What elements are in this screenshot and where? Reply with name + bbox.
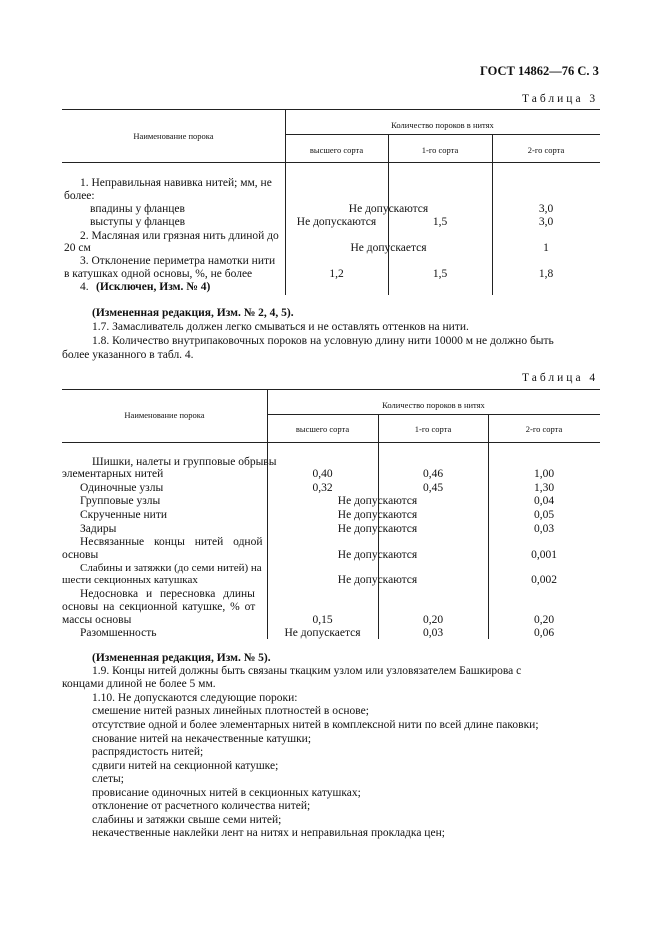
table4-cell: Не допускаются xyxy=(337,523,418,535)
table3-cell: Не допускается xyxy=(350,242,427,254)
table3-row-label: в катушках одной основы, %, не более xyxy=(64,268,253,280)
paragraph-1-9-cont: концами длиной не более 5 мм. xyxy=(62,678,216,690)
table4-cell: 0,001 xyxy=(531,549,557,561)
table3-row-label: 1. Неправильная навивка нитей; мм, не xyxy=(80,177,272,189)
table4-cell: 0,002 xyxy=(531,574,557,586)
table4-row-label: основы на секционной катушке, % от xyxy=(62,601,256,613)
table3-cell: 1,2 xyxy=(329,268,344,280)
table4-row-label: основы xyxy=(62,549,99,561)
table4-row-label: Скрученные нити xyxy=(80,509,167,521)
table3-cell: 1,5 xyxy=(432,216,448,228)
table4-row-label: Недосновка и пересновка длины xyxy=(80,588,255,600)
table4-row-label: Одиночные узлы xyxy=(80,482,164,494)
table4-row-label: массы основы xyxy=(62,614,132,626)
table4-cell: 0,32 xyxy=(312,482,333,494)
table4-cell: 1,30 xyxy=(533,482,555,494)
table4-row-label: Слабины и затяжки (до семи нитей) на xyxy=(80,562,262,574)
table3-cell: 3,0 xyxy=(538,216,554,228)
table4-cell: Не допускаются xyxy=(337,549,418,561)
table4-cell: 0,20 xyxy=(533,614,555,626)
table4-col-name: Наименование порока xyxy=(124,410,205,420)
table4-cell: 0,20 xyxy=(422,614,444,626)
list-item: провисание одиночных нитей в секционных катушках; xyxy=(92,787,361,799)
table4-cell: Не допускаются xyxy=(337,495,418,507)
table4-cell: 0,15 xyxy=(312,614,333,626)
table4-cell: Не допускаются xyxy=(337,509,418,521)
list-item: отсутствие одной и более элементарных нитей в комплексной нити по всей длине паковки; xyxy=(92,719,539,731)
table4-grade-1: 1-го сорта xyxy=(414,424,452,434)
paragraph-1-10: 1.10. Не допускаются следующие пороки: xyxy=(92,692,298,704)
table4-cell: 0,03 xyxy=(533,523,555,535)
list-item: слабины и затяжки свыше семи нитей; xyxy=(92,814,282,826)
table3-row-label: впадины у фланцев xyxy=(90,203,185,215)
table3-row-label: 4. xyxy=(80,281,89,293)
table3-grade-top: высшего сорта xyxy=(309,145,364,155)
table4-row-label: Задиры xyxy=(80,523,117,535)
table4-cell: 0,45 xyxy=(422,482,444,494)
list-item: снование нитей на некачественные катушки; xyxy=(92,733,312,745)
table3-col-name: Наименование порока xyxy=(133,131,214,141)
amendment-note: (Измененная редакция, Изм. № 5). xyxy=(92,652,271,664)
table3-row-label: 20 см xyxy=(64,242,91,254)
table3-row-label: (Исключен, Изм. № 4) xyxy=(96,281,211,293)
table4-caption: Таблица 4 xyxy=(522,372,599,384)
table3-cell: 1 xyxy=(543,242,549,254)
table4-cell: 0,03 xyxy=(422,627,444,639)
list-item: смешение нитей разных линейных плотностей в основе; xyxy=(92,705,369,717)
table3-cell: 3,0 xyxy=(538,203,554,215)
table4-cell: 0,04 xyxy=(533,495,555,507)
table4-row-label: Несвязанные концы нитей одной xyxy=(80,536,263,548)
table3-row-label: выступы у фланцев xyxy=(90,216,186,228)
table4-cell: 0,40 xyxy=(312,468,333,480)
table4-cell: 0,05 xyxy=(533,509,555,521)
table3-grade-1: 1-го сорта xyxy=(421,145,459,155)
table4-col-group: Количество пороков в нитях xyxy=(382,400,485,410)
table4-cell: Не допускается xyxy=(284,627,361,639)
table4-row-label: Шишки, налеты и групповые обрывы xyxy=(92,456,277,468)
table4-row-label: шести секционных катушках xyxy=(62,574,198,586)
amendment-note: (Измененная редакция, Изм. № 2, 4, 5). xyxy=(92,307,294,319)
table3-row-label: 2. Масляная или грязная нить длиной до xyxy=(80,230,279,242)
table4-cell: Не допускаются xyxy=(337,574,418,586)
table4-grade-2: 2-го сорта xyxy=(525,424,563,434)
table3-cell: Не допускаются xyxy=(348,203,429,215)
list-item: слеты; xyxy=(92,773,124,785)
table4-row-label: Разомшенность xyxy=(80,627,157,639)
table3-row-label: более: xyxy=(64,190,95,202)
table4-cell: 0,06 xyxy=(533,627,555,639)
list-item: распрядистость нитей; xyxy=(92,746,204,758)
table3-cell: 1,8 xyxy=(538,268,554,280)
paragraph-1-8: 1.8. Количество внутрипаковочных пороков на условную длину нити 10000 м не должно быть xyxy=(92,335,554,347)
list-item: некачественные наклейки лент на нитях и неправильная прокладка цен; xyxy=(92,827,445,839)
paragraph-1-7: 1.7. Замасливатель должен легко смываться и не оставлять оттенков на нити. xyxy=(92,321,469,333)
list-item: сдвиги нитей на секционной катушке; xyxy=(92,760,279,772)
table3-caption: Таблица 3 xyxy=(522,93,599,105)
table4-cell: 0,46 xyxy=(422,468,444,480)
page-header: ГОСТ 14862—76 С. 3 xyxy=(480,64,599,78)
table3-grade-2: 2-го сорта xyxy=(527,145,565,155)
table3-cell: Не допускаются xyxy=(296,216,377,228)
table3-row-label: 3. Отклонение периметра намотки нити xyxy=(80,255,276,267)
table3-cell: 1,5 xyxy=(432,268,448,280)
list-item: отклонение от расчетного количества нитей; xyxy=(92,800,311,812)
table4-cell: 1,00 xyxy=(533,468,555,480)
table3-col-group: Количество пороков в нитях xyxy=(391,120,494,130)
paragraph-1-9: 1.9. Концы нитей должны быть связаны ткацким узлом или узловязателем Башкирова с xyxy=(92,665,522,677)
table4-row-label: Групповые узлы xyxy=(80,495,161,507)
table4-grade-top: высшего сорта xyxy=(295,424,350,434)
paragraph-1-8-cont: более указанного в табл. 4. xyxy=(62,349,194,361)
table4-row-label: элементарных нитей xyxy=(62,468,164,480)
